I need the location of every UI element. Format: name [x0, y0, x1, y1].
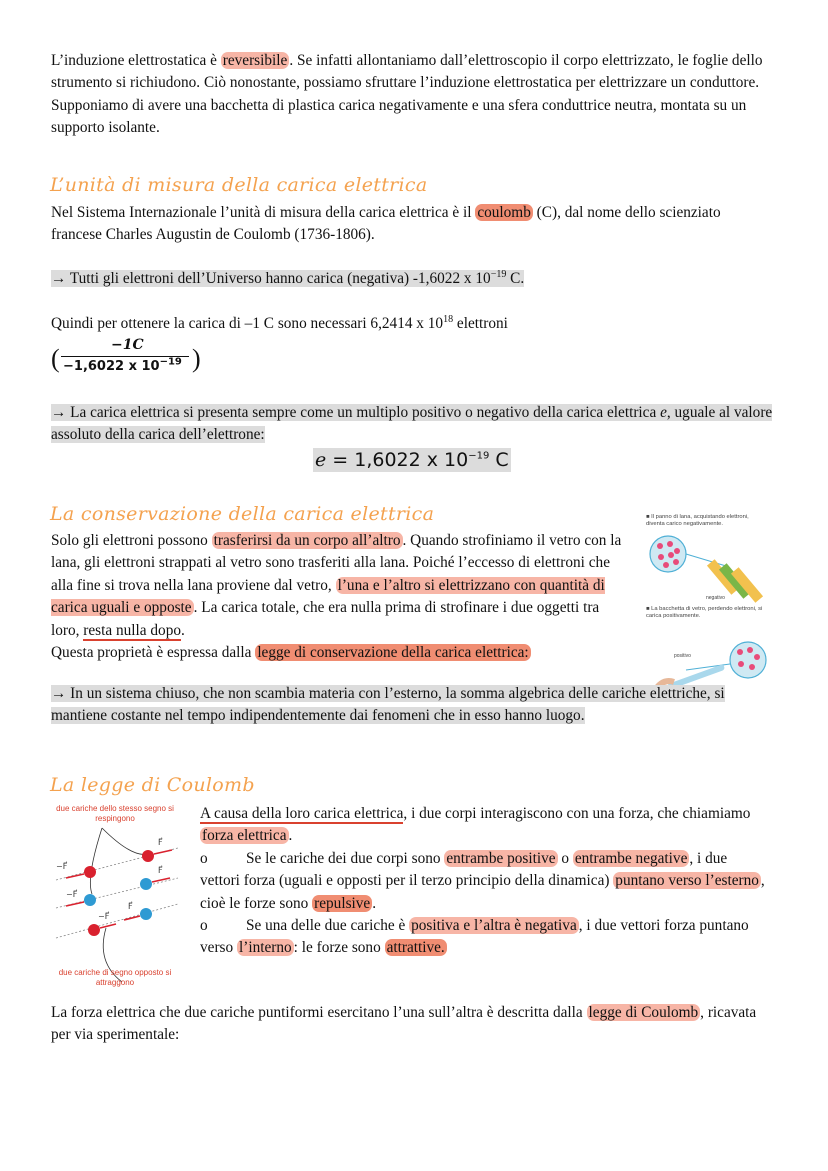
highlight: puntano verso l’esterno [615, 872, 759, 890]
symbol-e: e [660, 404, 667, 421]
text: Se le cariche dei due corpi sono [246, 849, 445, 867]
vector-label: F⃗ [128, 902, 133, 911]
symbol-e: e [315, 449, 327, 471]
text: . [288, 827, 293, 845]
exponent: −19 [159, 356, 182, 368]
text: Nel Sistema Internazionale l’unità di misura della carica elettrica è il [51, 204, 476, 221]
section-heading-unit: L’unità di misura della carica elettrica [50, 174, 428, 196]
text: = 1,6022 x 10 [326, 449, 469, 471]
text: La forza elettrica che due cariche puntiformi esercitano l’una sull’altra è descritta dalla [51, 1004, 587, 1021]
text: , i due vettori forza (uguali e opposti per il terzo principio della dinamica) [200, 849, 728, 890]
exponent: −19 [468, 450, 490, 462]
text: Se una delle due cariche è [246, 917, 410, 935]
highlight: legge di Coulomb [588, 1004, 699, 1021]
highlight: positiva e l’altra è negativa [411, 917, 577, 935]
coulomb-paragraph [200, 803, 766, 960]
vector-label: −F⃗ [56, 862, 68, 871]
vector-label: −F⃗ [98, 912, 110, 921]
text: . La carica totale, che era nulla prima di strofinare i due oggetti tra loro, [51, 599, 600, 639]
text: : le forze sono [293, 939, 385, 957]
highlight: l’una e l’altro si elettrizzano con quantità di carica uguali e opposte [51, 576, 605, 617]
highlight: legge di conservazione della carica elettrica: [257, 644, 529, 662]
text: , ricavata per via sperimentale: [51, 1004, 757, 1044]
bullet: o [200, 849, 208, 867]
figure-caption: ■ Il panno di lana, acquistando elettroni, diventa carico negativamente. [646, 514, 749, 527]
highlight: coulomb [477, 204, 531, 221]
note-box [51, 270, 524, 287]
label-negative: negativo [706, 595, 725, 601]
text: , i due vettori forza puntano verso [200, 917, 749, 957]
highlight: repulsive [314, 894, 371, 912]
text: → Tutti gli elettroni dell’Universo hanno carica (negativa) -1,6022 x 10 [51, 270, 491, 287]
highlight: entrambe positive [446, 849, 556, 867]
highlight: l’interno [238, 939, 292, 957]
figure-caption: ■ La bacchetta di vetro, perdendo elettroni, si carica positivamente. [646, 606, 763, 619]
text: Quindi per ottenere la carica di –1 C sono necessari 6,2414 x 10 [51, 315, 444, 332]
figure-label-top: due cariche dello stesso segno si respingono [56, 804, 174, 823]
text: (C), dal nome dello scienziato francese Charles Augustin de Coulomb (1736-1806). [51, 204, 721, 244]
highlight: forza elettrica [202, 827, 287, 845]
highlight: reversibile [222, 52, 288, 69]
text: Solo gli elettroni possono [51, 532, 212, 549]
text: . [181, 621, 185, 639]
text: , cioè le forze sono [200, 872, 765, 912]
exponent: −19 [490, 268, 507, 280]
fraction-denominator [63, 356, 182, 374]
underlined-text: A causa della loro carica elettrica [200, 805, 404, 822]
paren-close: ) [192, 344, 201, 373]
underlined-text: resta nulla dopo [83, 621, 182, 639]
conservation-law-note [51, 683, 771, 728]
figure-label-bottom: due cariche di segno opposto si attraggono [58, 968, 172, 987]
highlight: trasferirsi da un corpo all’altro [213, 532, 401, 549]
text: . Se infatti allontaniamo dall’elettroscopio il corpo elettrizzato, le foglie dello strumento si richiudono. Ciò nonostante, possiamo sfruttare l’induzione elettrostatica per elettrizzare un conduttore. Supponiamo di avere una bacchetta di plastica carica negativamente e una sfera conduttrice neutra, montata su un supporto isolante. [51, 52, 763, 137]
note-box: → In un sistema chiuso, che non scambia materia con l’esterno, la somma algebrica delle cariche elettriche, si mantiene costante nel tempo indipendentemente dai fenomeni che in esso hanno luogo. [51, 685, 725, 725]
text: , uguale al valore assoluto della carica dell’elettrone: [51, 404, 773, 444]
text: , i due corpi interagiscono con una forza, che chiamiamo [403, 805, 751, 822]
vector-label: −F⃗ [66, 890, 78, 899]
text: . Quando strofiniamo il vetro con la lana, gli elettroni strappati al vetro sono trasferiti alla lana. Poiché l’eccesso di elettroni che alla fine si trova nella lana proviene dal vetro, [51, 532, 622, 594]
text: −1,6022 x 10 [63, 359, 160, 374]
note-box [51, 404, 772, 443]
coulomb-law-intro [51, 1002, 771, 1047]
highlight: entrambe negative [574, 849, 688, 867]
coulomb-figure [50, 804, 180, 990]
text: o [557, 849, 573, 867]
highlight: attrattive. [386, 939, 445, 957]
paren-open: ( [51, 344, 60, 373]
wool-glass-figure [646, 514, 768, 698]
text: . [372, 894, 377, 912]
conservation-paragraph [51, 530, 626, 664]
charge-count-line [51, 313, 771, 335]
text: C [489, 449, 509, 471]
elementary-charge-formula [313, 448, 511, 472]
text: L’induzione elettrostatica è [51, 52, 221, 69]
section-heading-conservation: La conservazione della carica elettrica [50, 503, 435, 525]
vector-label: F⃗ [158, 838, 163, 847]
exponent: 18 [443, 313, 454, 325]
elementary-charge-note [51, 402, 777, 447]
unit-paragraph [51, 202, 771, 247]
text: → La carica elettrica si presenta sempre come un multiplo positivo o negativo della carica elettrica [51, 404, 661, 421]
label-positive: positivo [674, 653, 691, 659]
text: elettroni [453, 315, 508, 332]
vector-label: F⃗ [158, 866, 163, 875]
fraction-numerator: −1C [111, 337, 144, 353]
intro-paragraph [51, 50, 771, 140]
text: Questa proprietà è espressa dalla [51, 644, 256, 662]
text: C. [506, 270, 525, 287]
bullet: o [200, 917, 208, 935]
electron-charge-note [51, 268, 524, 290]
section-heading-coulomb: La legge di Coulomb [50, 774, 255, 796]
